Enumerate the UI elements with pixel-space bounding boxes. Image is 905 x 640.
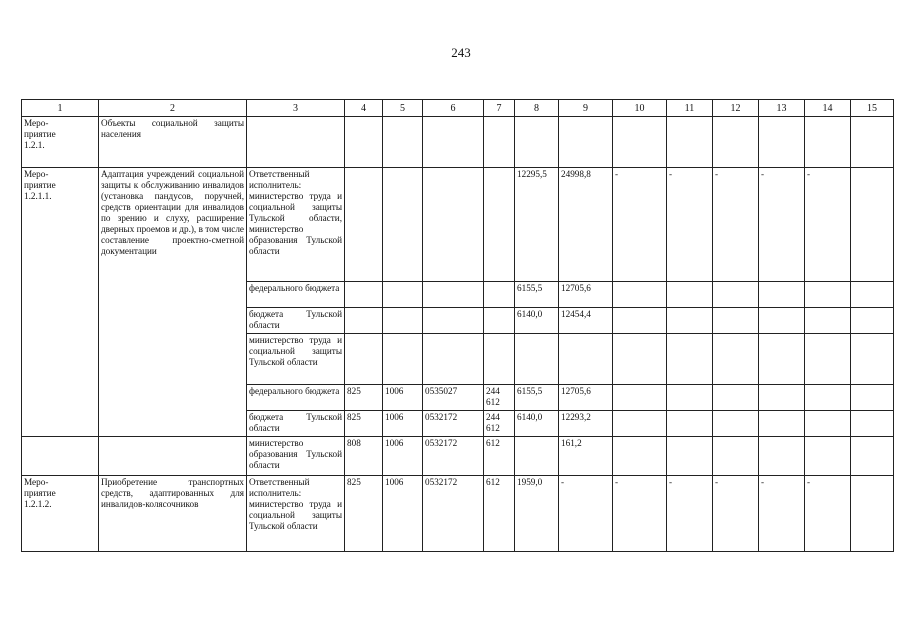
empty-cell <box>851 411 894 437</box>
empty-cell <box>851 385 894 411</box>
column-header: 5 <box>383 100 423 117</box>
table-row <box>22 117 894 168</box>
value-cell: - <box>667 476 713 552</box>
value-cell: - <box>559 476 613 552</box>
empty-cell <box>805 282 851 308</box>
value-cell: 161,2 <box>559 437 613 476</box>
column-header: 11 <box>667 100 713 117</box>
empty-cell <box>515 117 559 168</box>
value-cell: - <box>805 168 851 282</box>
empty-cell <box>713 308 759 334</box>
column-header: 8 <box>515 100 559 117</box>
empty-cell <box>613 411 667 437</box>
value-cell: - <box>713 168 759 282</box>
empty-cell <box>805 117 851 168</box>
empty-cell <box>759 385 805 411</box>
empty-cell <box>383 308 423 334</box>
empty-cell <box>383 117 423 168</box>
empty-cell <box>759 334 805 385</box>
value-cell: - <box>667 168 713 282</box>
value-cell: 825 <box>345 411 383 437</box>
program-table <box>21 99 894 552</box>
value-cell: 1959,0 <box>515 476 559 552</box>
empty-cell <box>713 282 759 308</box>
empty-cell <box>99 437 247 476</box>
empty-cell <box>713 117 759 168</box>
empty-cell <box>667 334 713 385</box>
table-row <box>22 168 894 282</box>
value-cell: 0532172 <box>423 411 484 437</box>
value-cell: 1006 <box>383 476 423 552</box>
empty-cell <box>613 334 667 385</box>
executor-cell: Ответственный исполнитель: министерство труда и социальной защиты Тульской области <box>247 476 345 552</box>
column-header: 10 <box>613 100 667 117</box>
empty-cell <box>667 308 713 334</box>
value-cell: 12705,6 <box>559 282 613 308</box>
empty-cell <box>423 334 484 385</box>
value-cell: 6140,0 <box>515 308 559 334</box>
empty-cell <box>345 282 383 308</box>
empty-cell <box>851 437 894 476</box>
empty-cell <box>805 411 851 437</box>
value-cell: - <box>759 168 805 282</box>
value-cell: 12295,5 <box>515 168 559 282</box>
empty-cell <box>247 117 345 168</box>
empty-cell <box>759 308 805 334</box>
page-number: 243 <box>451 45 471 60</box>
empty-cell <box>22 437 99 476</box>
value-cell: 808 <box>345 437 383 476</box>
empty-cell <box>805 437 851 476</box>
column-header: 15 <box>851 100 894 117</box>
empty-cell <box>759 117 805 168</box>
empty-cell <box>613 117 667 168</box>
executor-cell: министерство образования Тульской области <box>247 437 345 476</box>
empty-cell <box>423 308 484 334</box>
value-cell: 612 <box>484 437 515 476</box>
column-header: 7 <box>484 100 515 117</box>
empty-cell <box>484 282 515 308</box>
table-row <box>22 476 894 552</box>
measure-title: Объекты социальной защиты населения <box>99 117 247 168</box>
source-cell: бюджета Тульской области <box>247 411 345 437</box>
executor-cell: министерство труда и социальной защиты Тульской области <box>247 334 345 385</box>
value-cell: 244 612 <box>484 411 515 437</box>
value-cell: 1006 <box>383 385 423 411</box>
empty-cell <box>667 437 713 476</box>
column-header: 4 <box>345 100 383 117</box>
value-cell: 12454,4 <box>559 308 613 334</box>
empty-cell <box>423 117 484 168</box>
value-cell: - <box>613 168 667 282</box>
value-cell: 612 <box>484 476 515 552</box>
empty-cell <box>667 385 713 411</box>
measure-label: Меро- приятие 1.2.1. <box>22 117 99 168</box>
empty-cell <box>805 385 851 411</box>
column-header: 14 <box>805 100 851 117</box>
empty-cell <box>559 334 613 385</box>
empty-cell <box>484 334 515 385</box>
empty-cell <box>383 282 423 308</box>
value-cell: - <box>805 476 851 552</box>
empty-cell <box>759 282 805 308</box>
empty-cell <box>667 117 713 168</box>
empty-cell <box>383 334 423 385</box>
value-cell: 0532172 <box>423 476 484 552</box>
value-cell: 0532172 <box>423 437 484 476</box>
table-row <box>22 437 894 476</box>
empty-cell <box>759 411 805 437</box>
empty-cell <box>667 282 713 308</box>
value-cell: 1006 <box>383 437 423 476</box>
empty-cell <box>713 411 759 437</box>
column-header: 12 <box>713 100 759 117</box>
value-cell: 825 <box>345 476 383 552</box>
value-cell: 24998,8 <box>559 168 613 282</box>
empty-cell <box>484 168 515 282</box>
empty-cell <box>713 437 759 476</box>
empty-cell <box>613 437 667 476</box>
source-cell: федерального бюджета <box>247 282 345 308</box>
measure-label: Меро- приятие 1.2.1.1. <box>22 168 99 437</box>
empty-cell <box>851 476 894 552</box>
empty-cell <box>559 117 613 168</box>
empty-cell <box>515 334 559 385</box>
value-cell: 0535027 <box>423 385 484 411</box>
value-cell: 12293,2 <box>559 411 613 437</box>
value-cell: 244 612 <box>484 385 515 411</box>
value-cell: 825 <box>345 385 383 411</box>
measure-label: Меро- приятие 1.2.1.2. <box>22 476 99 552</box>
empty-cell <box>851 308 894 334</box>
value-cell: 6155,5 <box>515 385 559 411</box>
empty-cell <box>851 117 894 168</box>
empty-cell <box>759 437 805 476</box>
value-cell: - <box>759 476 805 552</box>
empty-cell <box>805 334 851 385</box>
column-header: 6 <box>423 100 484 117</box>
empty-cell <box>613 282 667 308</box>
empty-cell <box>851 282 894 308</box>
source-cell: бюджета Тульской области <box>247 308 345 334</box>
empty-cell <box>423 282 484 308</box>
value-cell: - <box>713 476 759 552</box>
empty-cell <box>484 117 515 168</box>
measure-title: Приобретение транспортных средств, адаптированных для инвалидов-колясочников <box>99 476 247 552</box>
empty-cell <box>713 385 759 411</box>
empty-cell <box>805 308 851 334</box>
value-cell: 6140,0 <box>515 411 559 437</box>
value-cell: - <box>613 476 667 552</box>
value-cell: 6155,5 <box>515 282 559 308</box>
empty-cell <box>851 168 894 282</box>
column-header: 9 <box>559 100 613 117</box>
empty-cell <box>345 308 383 334</box>
empty-cell <box>515 437 559 476</box>
column-header: 13 <box>759 100 805 117</box>
empty-cell <box>484 308 515 334</box>
empty-cell <box>851 334 894 385</box>
empty-cell <box>423 168 484 282</box>
empty-cell <box>383 168 423 282</box>
empty-cell <box>345 168 383 282</box>
source-cell: федерального бюджета <box>247 385 345 411</box>
measure-title: Адаптация учреждений социальной защиты к обслуживанию инвалидов (установка пандусов, поручней, средств ориентации для инвалидов по зрению и слуху, расширение дверных проемов и др.), в том числе составление проектно-сметной документации <box>99 168 247 437</box>
empty-cell <box>345 334 383 385</box>
value-cell: 12705,6 <box>559 385 613 411</box>
column-header: 3 <box>247 100 345 117</box>
empty-cell <box>345 117 383 168</box>
value-cell: 1006 <box>383 411 423 437</box>
empty-cell <box>713 334 759 385</box>
empty-cell <box>613 385 667 411</box>
header-row <box>22 100 894 117</box>
executor-cell: Ответственный исполнитель: министерство труда и социальной защиты Тульской области, министерство образования Тульской области <box>247 168 345 282</box>
column-header: 2 <box>99 100 247 117</box>
empty-cell <box>613 308 667 334</box>
column-header: 1 <box>22 100 99 117</box>
empty-cell <box>667 411 713 437</box>
